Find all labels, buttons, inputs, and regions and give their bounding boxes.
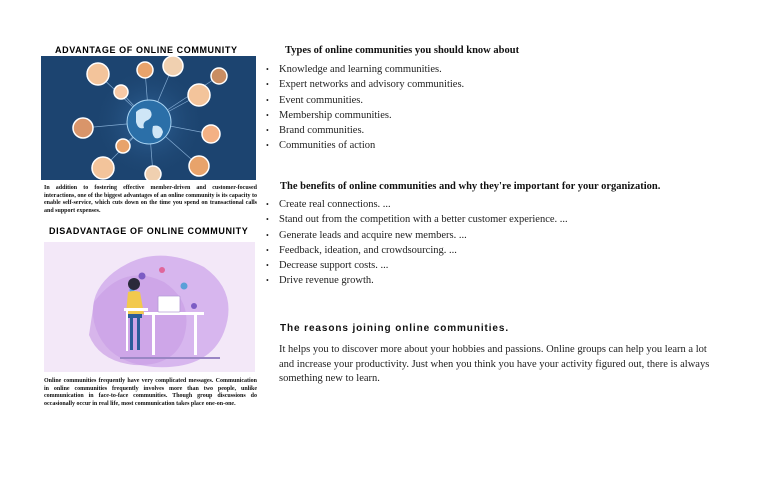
person-at-desk-illustration — [44, 242, 255, 372]
list-item: • Drive revenue growth. — [266, 273, 568, 288]
advantage-title: ADVANTAGE OF ONLINE COMMUNITY — [55, 45, 238, 55]
list-item: • Stand out from the competition with a better customer experience. ... — [266, 212, 568, 227]
network-globe-image — [41, 56, 256, 180]
list-item: • Expert networks and advisory communities. — [266, 77, 464, 92]
list-item: • Event communities. — [266, 93, 464, 108]
disadvantage-paragraph: Online communities frequently have very complicated messages. Communication in online communities frequently involves more than two people, unlike communication in face-to-face communities. Though group discussions do occasionally occur in real life, most communication takes place one-on-one. — [44, 378, 257, 407]
list-item: • Membership communities. — [266, 108, 464, 123]
list-item: • Create real connections. ... — [266, 197, 568, 212]
types-list — [266, 62, 464, 154]
laptop-user-image — [44, 242, 255, 372]
list-item: • Brand communities. — [266, 123, 464, 138]
list-item: • Knowledge and learning communities. — [266, 62, 464, 77]
benefits-list — [266, 197, 568, 289]
list-item: • Feedback, ideation, and crowdsourcing. ... — [266, 243, 568, 258]
reasons-heading: The reasons joining online communities. — [280, 323, 510, 334]
list-item: • Communities of action — [266, 138, 464, 153]
globe-network-illustration — [41, 56, 256, 180]
list-item: • Generate leads and acquire new members. ... — [266, 228, 568, 243]
advantage-paragraph: In addition to fostering effective member-driven and customer-focused interactions, one of the biggest advantages of an online community is its capacity to enable self-service, which cuts down on the time you spend on transactional calls and support expenses. — [44, 185, 257, 214]
disadvantage-title: DISADVANTAGE OF ONLINE COMMUNITY — [49, 226, 249, 236]
reasons-paragraph: It helps you to discover more about your hobbies and passions. Online groups can help you learn a lot and increase your productivity. Just when you think you have your activity figured out, there is always something new to learn. — [279, 344, 710, 384]
benefits-heading: The benefits of online communities and why they're important for your organization. — [280, 181, 661, 192]
types-heading: Types of online communities you should know about — [285, 45, 520, 56]
list-item: • Decrease support costs. ... — [266, 258, 568, 273]
